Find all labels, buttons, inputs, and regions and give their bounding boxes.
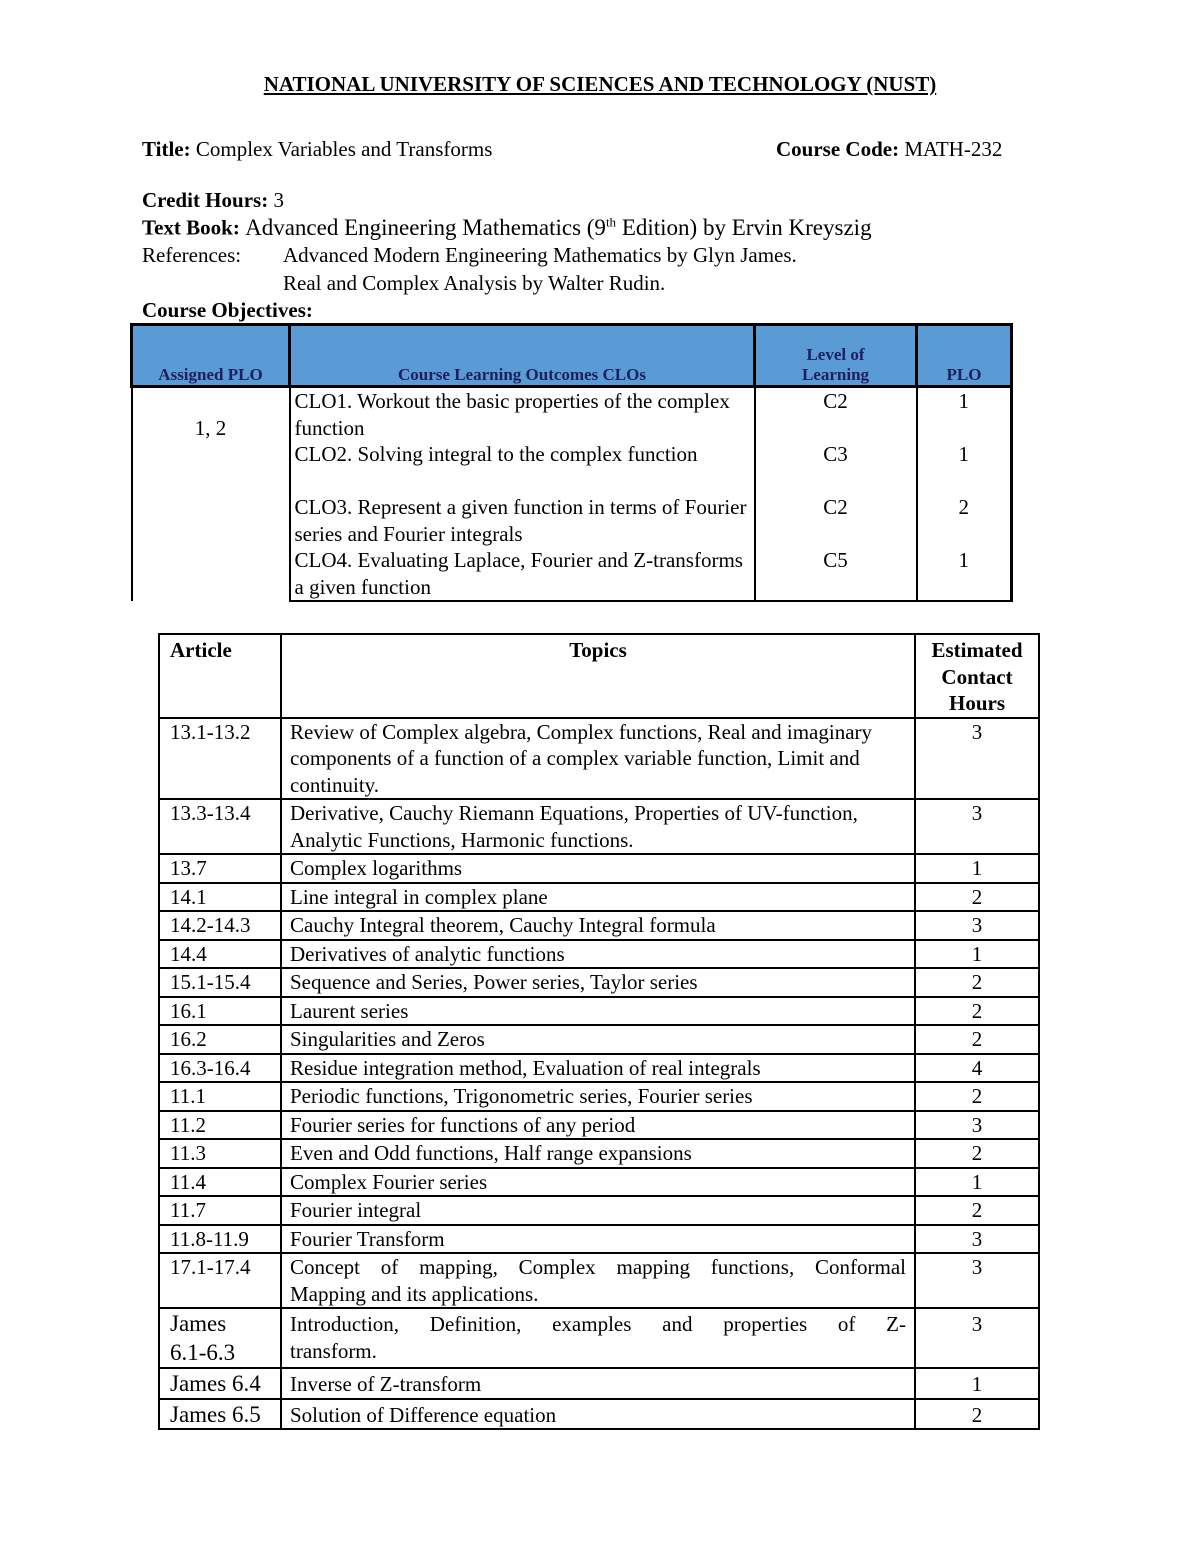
article-cell: James 6.4 <box>159 1368 281 1399</box>
course-title-label: Title: <box>142 137 191 161</box>
hours-cell: 2 <box>915 997 1039 1026</box>
article-cell: 11.7 <box>159 1196 281 1225</box>
table-row <box>159 1196 1039 1225</box>
topic-cell: Laurent series <box>281 997 915 1026</box>
course-objectives-label: Course Objectives: <box>142 298 313 322</box>
clo-plo: 2 <box>917 494 1012 547</box>
topic-cell: Even and Odd functions, Half range expansions <box>281 1139 915 1168</box>
assigned-plo-header: Assigned PLO <box>132 325 290 387</box>
hours-cell: 2 <box>915 968 1039 997</box>
course-title-line <box>142 137 492 162</box>
topic-cell: Concept of mapping, Complex mapping functions, Conformal Mapping and its applications. <box>281 1253 915 1308</box>
clo-table <box>130 323 1013 602</box>
article-cell: 13.7 <box>159 854 281 883</box>
course-code-label: Course Code: <box>776 137 900 161</box>
reference-item: Real and Complex Analysis by Walter Rudin. <box>283 271 666 295</box>
table-row <box>159 1399 1039 1430</box>
hours-cell: 3 <box>915 911 1039 940</box>
article-cell: 16.2 <box>159 1025 281 1054</box>
references-label: References: <box>142 243 242 267</box>
topics-header: Topics <box>281 634 915 718</box>
topic-cell: Fourier series for functions of any period <box>281 1111 915 1140</box>
hours-cell: 2 <box>915 1082 1039 1111</box>
clo-text: CLO4. Evaluating Laplace, Fourier and Z-transforms a given function <box>290 547 755 601</box>
credit-hours-value: 3 <box>273 188 284 212</box>
article-cell: 14.2-14.3 <box>159 911 281 940</box>
topic-cell: Fourier Transform <box>281 1225 915 1254</box>
topic-cell: Derivatives of analytic functions <box>281 940 915 969</box>
topic-cell: Derivative, Cauchy Riemann Equations, Properties of UV-function, Analytic Functions, Harmonic functions. <box>281 799 915 854</box>
hours-cell: 2 <box>915 883 1039 912</box>
plo-header: PLO <box>917 325 1012 387</box>
table-row <box>159 799 1039 854</box>
topic-cell: Complex logarithms <box>281 854 915 883</box>
article-cell: 14.1 <box>159 883 281 912</box>
table-row <box>159 1139 1039 1168</box>
article-cell: 13.1-13.2 <box>159 718 281 800</box>
clo-header-row <box>132 325 1012 387</box>
table-row <box>159 1225 1039 1254</box>
hours-cell: 2 <box>915 1139 1039 1168</box>
table-row <box>159 968 1039 997</box>
clos-header: Course Learning Outcomes CLOs <box>290 325 755 387</box>
textbook-line <box>142 214 872 241</box>
hours-cell: 1 <box>915 940 1039 969</box>
topic-cell: Introduction, Definition, examples and properties of Z- transform. <box>281 1308 915 1368</box>
course-title-value: Complex Variables and Transforms <box>195 137 493 161</box>
topic-cell: Periodic functions, Trigonometric series, Fourier series <box>281 1082 915 1111</box>
article-cell: James 6.1-6.3 <box>159 1308 281 1368</box>
clo-level: C5 <box>755 547 917 601</box>
clo-level: C2 <box>755 494 917 547</box>
hours-cell: 1 <box>915 1168 1039 1197</box>
topic-cell: Solution of Difference equation <box>281 1399 915 1430</box>
course-code-line <box>776 137 1002 162</box>
hours-cell: 3 <box>915 1111 1039 1140</box>
table-row <box>159 854 1039 883</box>
hours-cell: 3 <box>915 1308 1039 1368</box>
article-cell: 11.1 <box>159 1082 281 1111</box>
credit-hours-line <box>142 188 284 213</box>
assigned-plo-value: 1, 2 <box>132 387 290 602</box>
textbook-value: Advanced Engineering Mathematics (9th Edition) by Ervin Kreyszig <box>245 214 872 240</box>
hours-cell: 2 <box>915 1196 1039 1225</box>
hours-cell: 3 <box>915 1253 1039 1308</box>
clo-plo: 1 <box>917 547 1012 601</box>
university-title: NATIONAL UNIVERSITY OF SCIENCES AND TECHNOLOGY (NUST) <box>263 72 937 96</box>
topic-cell: Line integral in complex plane <box>281 883 915 912</box>
article-cell: James 6.5 <box>159 1399 281 1430</box>
table-row <box>159 718 1039 800</box>
table-row <box>159 883 1039 912</box>
clo-text: CLO3. Represent a given function in terms of Fourier series and Fourier integrals <box>290 494 755 547</box>
table-row <box>159 940 1039 969</box>
textbook-label: Text Book: <box>142 215 240 240</box>
article-cell: 11.2 <box>159 1111 281 1140</box>
estimated-contact-hours-header: Estimated Contact Hours <box>915 634 1039 718</box>
topic-cell: Complex Fourier series <box>281 1168 915 1197</box>
article-cell: 11.3 <box>159 1139 281 1168</box>
clo-level: C2 <box>755 387 917 442</box>
article-cell: 15.1-15.4 <box>159 968 281 997</box>
table-row <box>159 1082 1039 1111</box>
topic-cell: Singularities and Zeros <box>281 1025 915 1054</box>
article-cell: 16.3-16.4 <box>159 1054 281 1083</box>
topics-header-row <box>159 634 1039 718</box>
table-row <box>159 1253 1039 1308</box>
credit-hours-label: Credit Hours: <box>142 188 269 212</box>
article-header: Article <box>159 634 281 718</box>
article-cell: 11.4 <box>159 1168 281 1197</box>
hours-cell: 1 <box>915 854 1039 883</box>
table-row <box>159 1025 1039 1054</box>
clo-text: CLO2. Solving integral to the complex function <box>290 441 755 494</box>
topic-cell: Inverse of Z-transform <box>281 1368 915 1399</box>
hours-cell: 3 <box>915 799 1039 854</box>
table-row <box>159 997 1039 1026</box>
article-cell: 17.1-17.4 <box>159 1253 281 1308</box>
topic-cell: Residue integration method, Evaluation of real integrals <box>281 1054 915 1083</box>
hours-cell: 2 <box>915 1025 1039 1054</box>
topic-cell: Review of Complex algebra, Complex functions, Real and imaginary components of a function of a complex variable function, Limit and continuity. <box>281 718 915 800</box>
table-row <box>159 1308 1039 1368</box>
level-of-learning-header: Level of Learning <box>755 325 917 387</box>
hours-cell: 3 <box>915 1225 1039 1254</box>
reference-item: Advanced Modern Engineering Mathematics by Glyn James. <box>283 243 797 267</box>
hours-cell: 4 <box>915 1054 1039 1083</box>
table-row <box>159 1054 1039 1083</box>
topics-table <box>158 633 1040 1430</box>
clo-plo: 1 <box>917 441 1012 494</box>
clo-row <box>132 387 1012 442</box>
article-cell: 11.8-11.9 <box>159 1225 281 1254</box>
article-cell: 14.4 <box>159 940 281 969</box>
article-cell: 13.3-13.4 <box>159 799 281 854</box>
table-row <box>159 911 1039 940</box>
article-cell: 16.1 <box>159 997 281 1026</box>
table-row <box>159 1168 1039 1197</box>
hours-cell: 2 <box>915 1399 1039 1430</box>
topic-cell: Fourier integral <box>281 1196 915 1225</box>
table-row <box>159 1111 1039 1140</box>
table-row <box>159 1368 1039 1399</box>
clo-plo: 1 <box>917 387 1012 442</box>
topic-cell: Cauchy Integral theorem, Cauchy Integral formula <box>281 911 915 940</box>
course-code-value: MATH-232 <box>904 137 1003 161</box>
topic-cell: Sequence and Series, Power series, Taylor series <box>281 968 915 997</box>
clo-text: CLO1. Workout the basic properties of the complex function <box>290 387 755 442</box>
hours-cell: 3 <box>915 718 1039 800</box>
hours-cell: 1 <box>915 1368 1039 1399</box>
clo-level: C3 <box>755 441 917 494</box>
